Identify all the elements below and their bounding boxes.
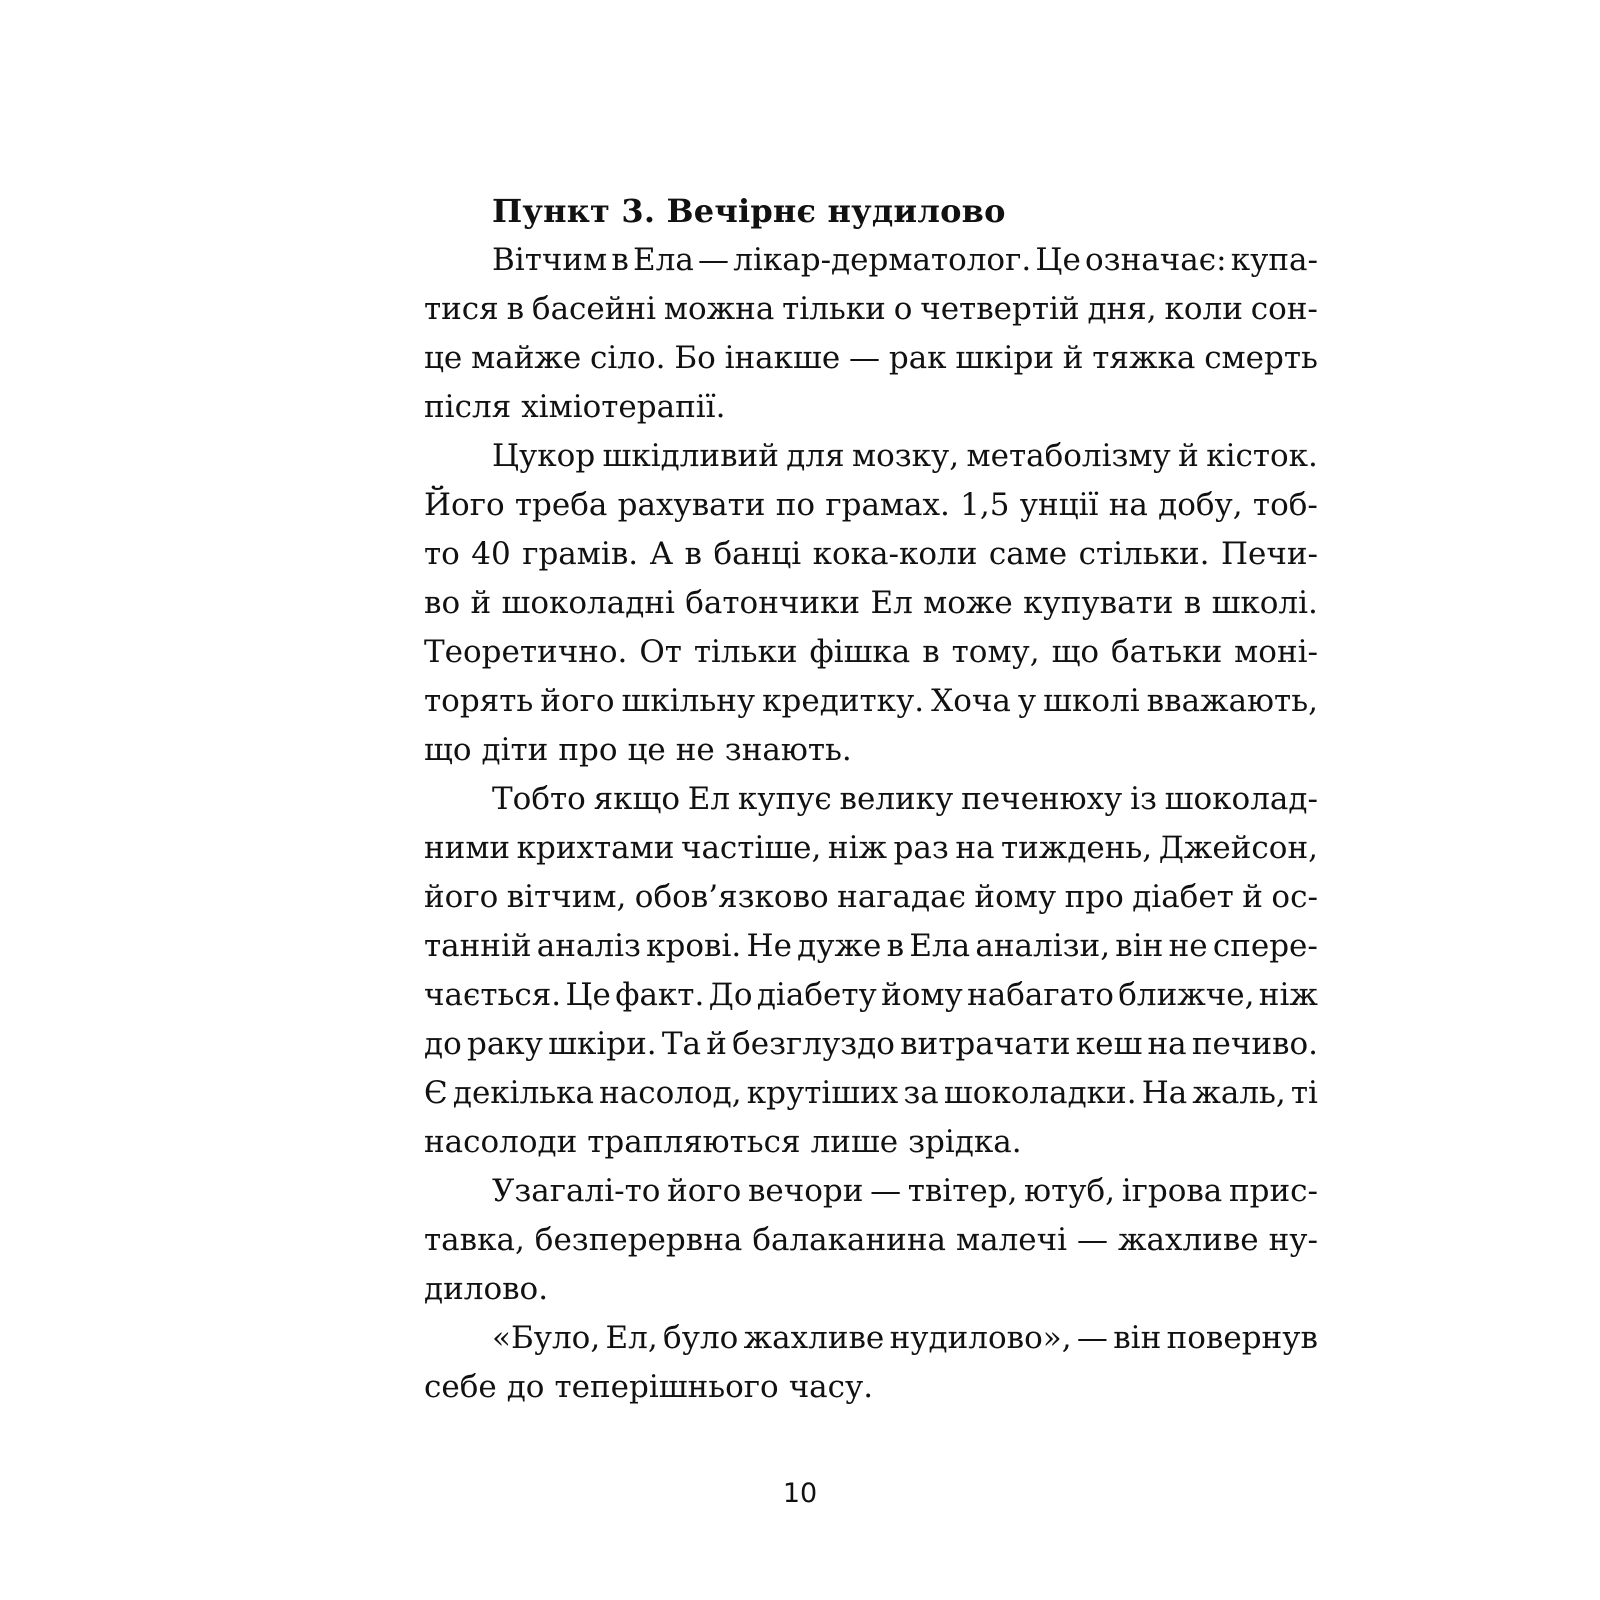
word: унції: [1019, 487, 1099, 523]
text-line: [424, 873, 1318, 922]
word: майже: [471, 340, 582, 376]
word: якщо: [593, 781, 681, 817]
word: стільки.: [1078, 536, 1210, 572]
word: балаканина: [752, 1222, 946, 1258]
text-line: [424, 334, 1318, 383]
word: печенюху: [961, 781, 1123, 817]
text-line: [424, 579, 1318, 628]
word: це: [627, 732, 666, 768]
word: на: [1147, 1026, 1187, 1062]
word: себе: [424, 1369, 497, 1405]
text-line: [424, 775, 1318, 824]
word: частіше,: [680, 830, 822, 866]
word: Його: [424, 487, 505, 523]
word: сперe-: [1212, 928, 1318, 964]
paragraph: [424, 1314, 1318, 1412]
word: вважають,: [1146, 683, 1318, 719]
paragraph: [424, 236, 1318, 432]
word: безперервна: [534, 1222, 743, 1258]
word: сіло.: [590, 340, 666, 376]
word: лікар-дерматолог.: [733, 242, 1032, 278]
word: Це: [565, 977, 611, 1013]
text-line: [424, 383, 1318, 432]
word: ніж: [1258, 977, 1318, 1013]
word: во: [424, 585, 461, 621]
word: шкільну: [621, 683, 756, 719]
word: ближче,: [1118, 977, 1255, 1013]
word: Ел,: [605, 1320, 658, 1356]
word: шоколад-: [1164, 781, 1318, 817]
word: А: [649, 536, 674, 572]
word: школі: [1043, 683, 1140, 719]
text-line: [424, 1363, 1318, 1412]
text-line: [424, 1069, 1318, 1118]
word: насолод,: [599, 1075, 742, 1111]
word: безглуздо: [732, 1026, 895, 1062]
word: хіміотерапії.: [521, 389, 726, 425]
word: йому: [974, 879, 1057, 915]
word: сон-: [1250, 291, 1318, 327]
word: не: [1168, 928, 1208, 964]
word: вечори: [747, 1173, 864, 1209]
paragraph: [424, 1167, 1318, 1314]
text-line: [424, 677, 1318, 726]
word: йому: [881, 977, 963, 1013]
word: на: [955, 830, 995, 866]
word: обов’язково: [634, 879, 829, 915]
word: коли: [1164, 291, 1243, 327]
word: на: [1108, 487, 1148, 523]
text-line: [424, 1167, 1318, 1216]
word: Теоретично.: [424, 634, 628, 670]
word: кока-коли: [812, 536, 978, 572]
word: Джейсон,: [1158, 830, 1318, 866]
word: Цукор: [492, 438, 596, 474]
word: печиво.: [1191, 1026, 1318, 1062]
word: із: [1130, 781, 1157, 817]
word: —: [698, 242, 730, 278]
word: мозку,: [851, 438, 960, 474]
word: тавка,: [424, 1222, 525, 1258]
word: «Було,: [492, 1320, 601, 1356]
text-line: [424, 1216, 1318, 1265]
word: рак: [888, 340, 947, 376]
word: Ела: [909, 928, 971, 964]
word: ніж: [827, 830, 888, 866]
word: вітчим,: [506, 879, 627, 915]
text-line: [424, 481, 1318, 530]
word: крові.: [646, 928, 742, 964]
word: це: [424, 340, 463, 376]
word: означає:: [1085, 242, 1227, 278]
word: раку: [466, 1026, 543, 1062]
word: насолоди: [424, 1124, 578, 1160]
word: в: [922, 634, 940, 670]
text-line: [424, 1118, 1318, 1167]
word: у: [1017, 683, 1037, 719]
word: Та: [661, 1026, 702, 1062]
word: було: [663, 1320, 739, 1356]
word: Печи-: [1220, 536, 1318, 572]
word: за: [903, 1075, 939, 1111]
word: купа-: [1230, 242, 1318, 278]
word: тиждень,: [1001, 830, 1153, 866]
word: нудилово»,: [889, 1320, 1072, 1356]
word: шкідливий: [602, 438, 779, 474]
word: Тобто: [492, 781, 586, 817]
word: шкіри: [955, 340, 1054, 376]
word: він: [1113, 1320, 1162, 1356]
word: дилово.: [424, 1271, 549, 1307]
word: батончики: [685, 585, 861, 621]
word: дуже: [797, 928, 882, 964]
text-line: [424, 1265, 1318, 1314]
word: аналізи,: [975, 928, 1111, 964]
word: Це: [1035, 242, 1081, 278]
paragraph: [424, 432, 1318, 775]
word: можна: [663, 291, 775, 327]
word: ігрова: [1121, 1173, 1223, 1209]
word: фішка: [809, 634, 911, 670]
word: батьки: [1111, 634, 1223, 670]
word: ті: [1290, 1075, 1318, 1111]
page-number: 10: [782, 1478, 818, 1509]
word: От: [639, 634, 682, 670]
word: Не: [746, 928, 792, 964]
word: набагато: [967, 977, 1114, 1013]
word: жаль,: [1192, 1075, 1286, 1111]
word: в: [1183, 585, 1202, 621]
word: факт.: [615, 977, 705, 1013]
word: раз: [893, 830, 949, 866]
word: Ел: [870, 585, 913, 621]
word: рахувати: [617, 487, 766, 523]
word: о: [893, 291, 913, 327]
word: жахливе: [1117, 1222, 1259, 1258]
word: лише: [810, 1124, 899, 1160]
word: —: [870, 1173, 902, 1209]
word: Ела: [633, 242, 694, 278]
word: діабет: [1132, 879, 1234, 915]
word: діабету: [756, 977, 877, 1013]
word: купувати: [1023, 585, 1174, 621]
word: прис-: [1228, 1173, 1318, 1209]
word: витрачати: [900, 1026, 1071, 1062]
word: інакше: [724, 340, 841, 376]
text-line: [424, 922, 1318, 971]
word: До: [708, 977, 753, 1013]
word: ос-: [1271, 879, 1318, 915]
heading-spacer: [424, 187, 1318, 236]
word: його: [540, 683, 615, 719]
word: Бо: [674, 340, 716, 376]
word: тільки: [693, 634, 798, 670]
word: після: [424, 389, 512, 425]
body-text: [424, 187, 1318, 1412]
word: жахливе: [743, 1320, 885, 1356]
word: для: [786, 438, 845, 474]
word: й: [1178, 438, 1199, 474]
word: велику: [839, 781, 954, 817]
word: крихтами: [516, 830, 675, 866]
word: 1,5: [960, 487, 1010, 523]
word: по: [775, 487, 816, 523]
word: танній: [424, 928, 532, 964]
word: його: [667, 1173, 742, 1209]
text-line: [424, 726, 1318, 775]
word: в: [684, 536, 702, 572]
word: то: [424, 536, 460, 572]
word: не: [675, 732, 715, 768]
word: в: [611, 242, 629, 278]
word: й: [706, 1026, 727, 1062]
text-line: [424, 285, 1318, 334]
word: треба: [514, 487, 608, 523]
word: кеш: [1075, 1026, 1143, 1062]
word: твітер,: [907, 1173, 1018, 1209]
word: смерть: [1204, 340, 1318, 376]
word: крутіших: [746, 1075, 899, 1111]
word: Вітчим: [492, 242, 608, 278]
text-line: [424, 971, 1318, 1020]
word: грамів.: [522, 536, 639, 572]
word: —: [849, 340, 881, 376]
word: й: [470, 585, 492, 621]
word: трапляються: [587, 1124, 801, 1160]
word: саме: [988, 536, 1068, 572]
word: діти: [481, 732, 549, 768]
word: ними: [424, 830, 511, 866]
text-line: [424, 824, 1318, 873]
word: тяжка: [1092, 340, 1196, 376]
word: шкіри.: [548, 1026, 657, 1062]
word: —: [1076, 1320, 1108, 1356]
word: що: [1051, 634, 1100, 670]
word: четвертій: [920, 291, 1080, 327]
word: в: [506, 291, 525, 327]
word: й: [1242, 879, 1263, 915]
word: й: [1062, 340, 1084, 376]
word: Узагалі-то: [492, 1173, 661, 1209]
word: тися: [424, 291, 499, 327]
word: шоколадні: [501, 585, 675, 621]
word: аналіз: [536, 928, 641, 964]
paragraph: [424, 775, 1318, 1167]
word: кісток.: [1206, 438, 1318, 474]
word: знають.: [724, 732, 852, 768]
word: в: [886, 928, 905, 964]
word: ютуб,: [1024, 1173, 1116, 1209]
word: може: [923, 585, 1013, 621]
word: про: [1064, 879, 1124, 915]
text-line: [424, 530, 1318, 579]
word: шоколадки.: [943, 1075, 1137, 1111]
word: На: [1141, 1075, 1188, 1111]
text-line: [424, 1314, 1318, 1363]
word: до: [506, 1369, 545, 1405]
word: тому,: [951, 634, 1040, 670]
word: 40: [471, 536, 511, 572]
section-heading: Пункт 3. Вечірнє нудилово: [492, 192, 1006, 230]
word: часу.: [788, 1369, 874, 1405]
word: купує: [737, 781, 832, 817]
word: грамах.: [825, 487, 950, 523]
word: про: [558, 732, 618, 768]
word: повернув: [1166, 1320, 1318, 1356]
word: метаболізму: [966, 438, 1171, 474]
text-line: [424, 432, 1318, 481]
word: тільки: [782, 291, 886, 327]
word: теперішнього: [554, 1369, 779, 1405]
word: школі.: [1211, 585, 1318, 621]
text-line: [424, 236, 1318, 285]
word: його: [424, 879, 499, 915]
word: добу,: [1158, 487, 1243, 523]
word: що: [424, 732, 472, 768]
word: банці: [713, 536, 802, 572]
word: дня,: [1087, 291, 1157, 327]
word: торять: [424, 683, 534, 719]
word: Ел: [687, 781, 731, 817]
text-line: [424, 1020, 1318, 1069]
word: —: [1077, 1222, 1108, 1258]
word: Є: [424, 1075, 448, 1111]
word: малечі: [955, 1222, 1068, 1258]
word: тоб-: [1252, 487, 1318, 523]
word: кредитку.: [762, 683, 925, 719]
word: зрідка.: [908, 1124, 1022, 1160]
word: басейні: [531, 291, 656, 327]
text-line: [424, 628, 1318, 677]
word: ну-: [1268, 1222, 1318, 1258]
word: моні-: [1234, 634, 1318, 670]
word: нагадає: [837, 879, 966, 915]
word: чається.: [424, 977, 562, 1013]
word: декілька: [452, 1075, 595, 1111]
word: він: [1115, 928, 1164, 964]
word: до: [424, 1026, 462, 1062]
word: Хоча: [931, 683, 1011, 719]
